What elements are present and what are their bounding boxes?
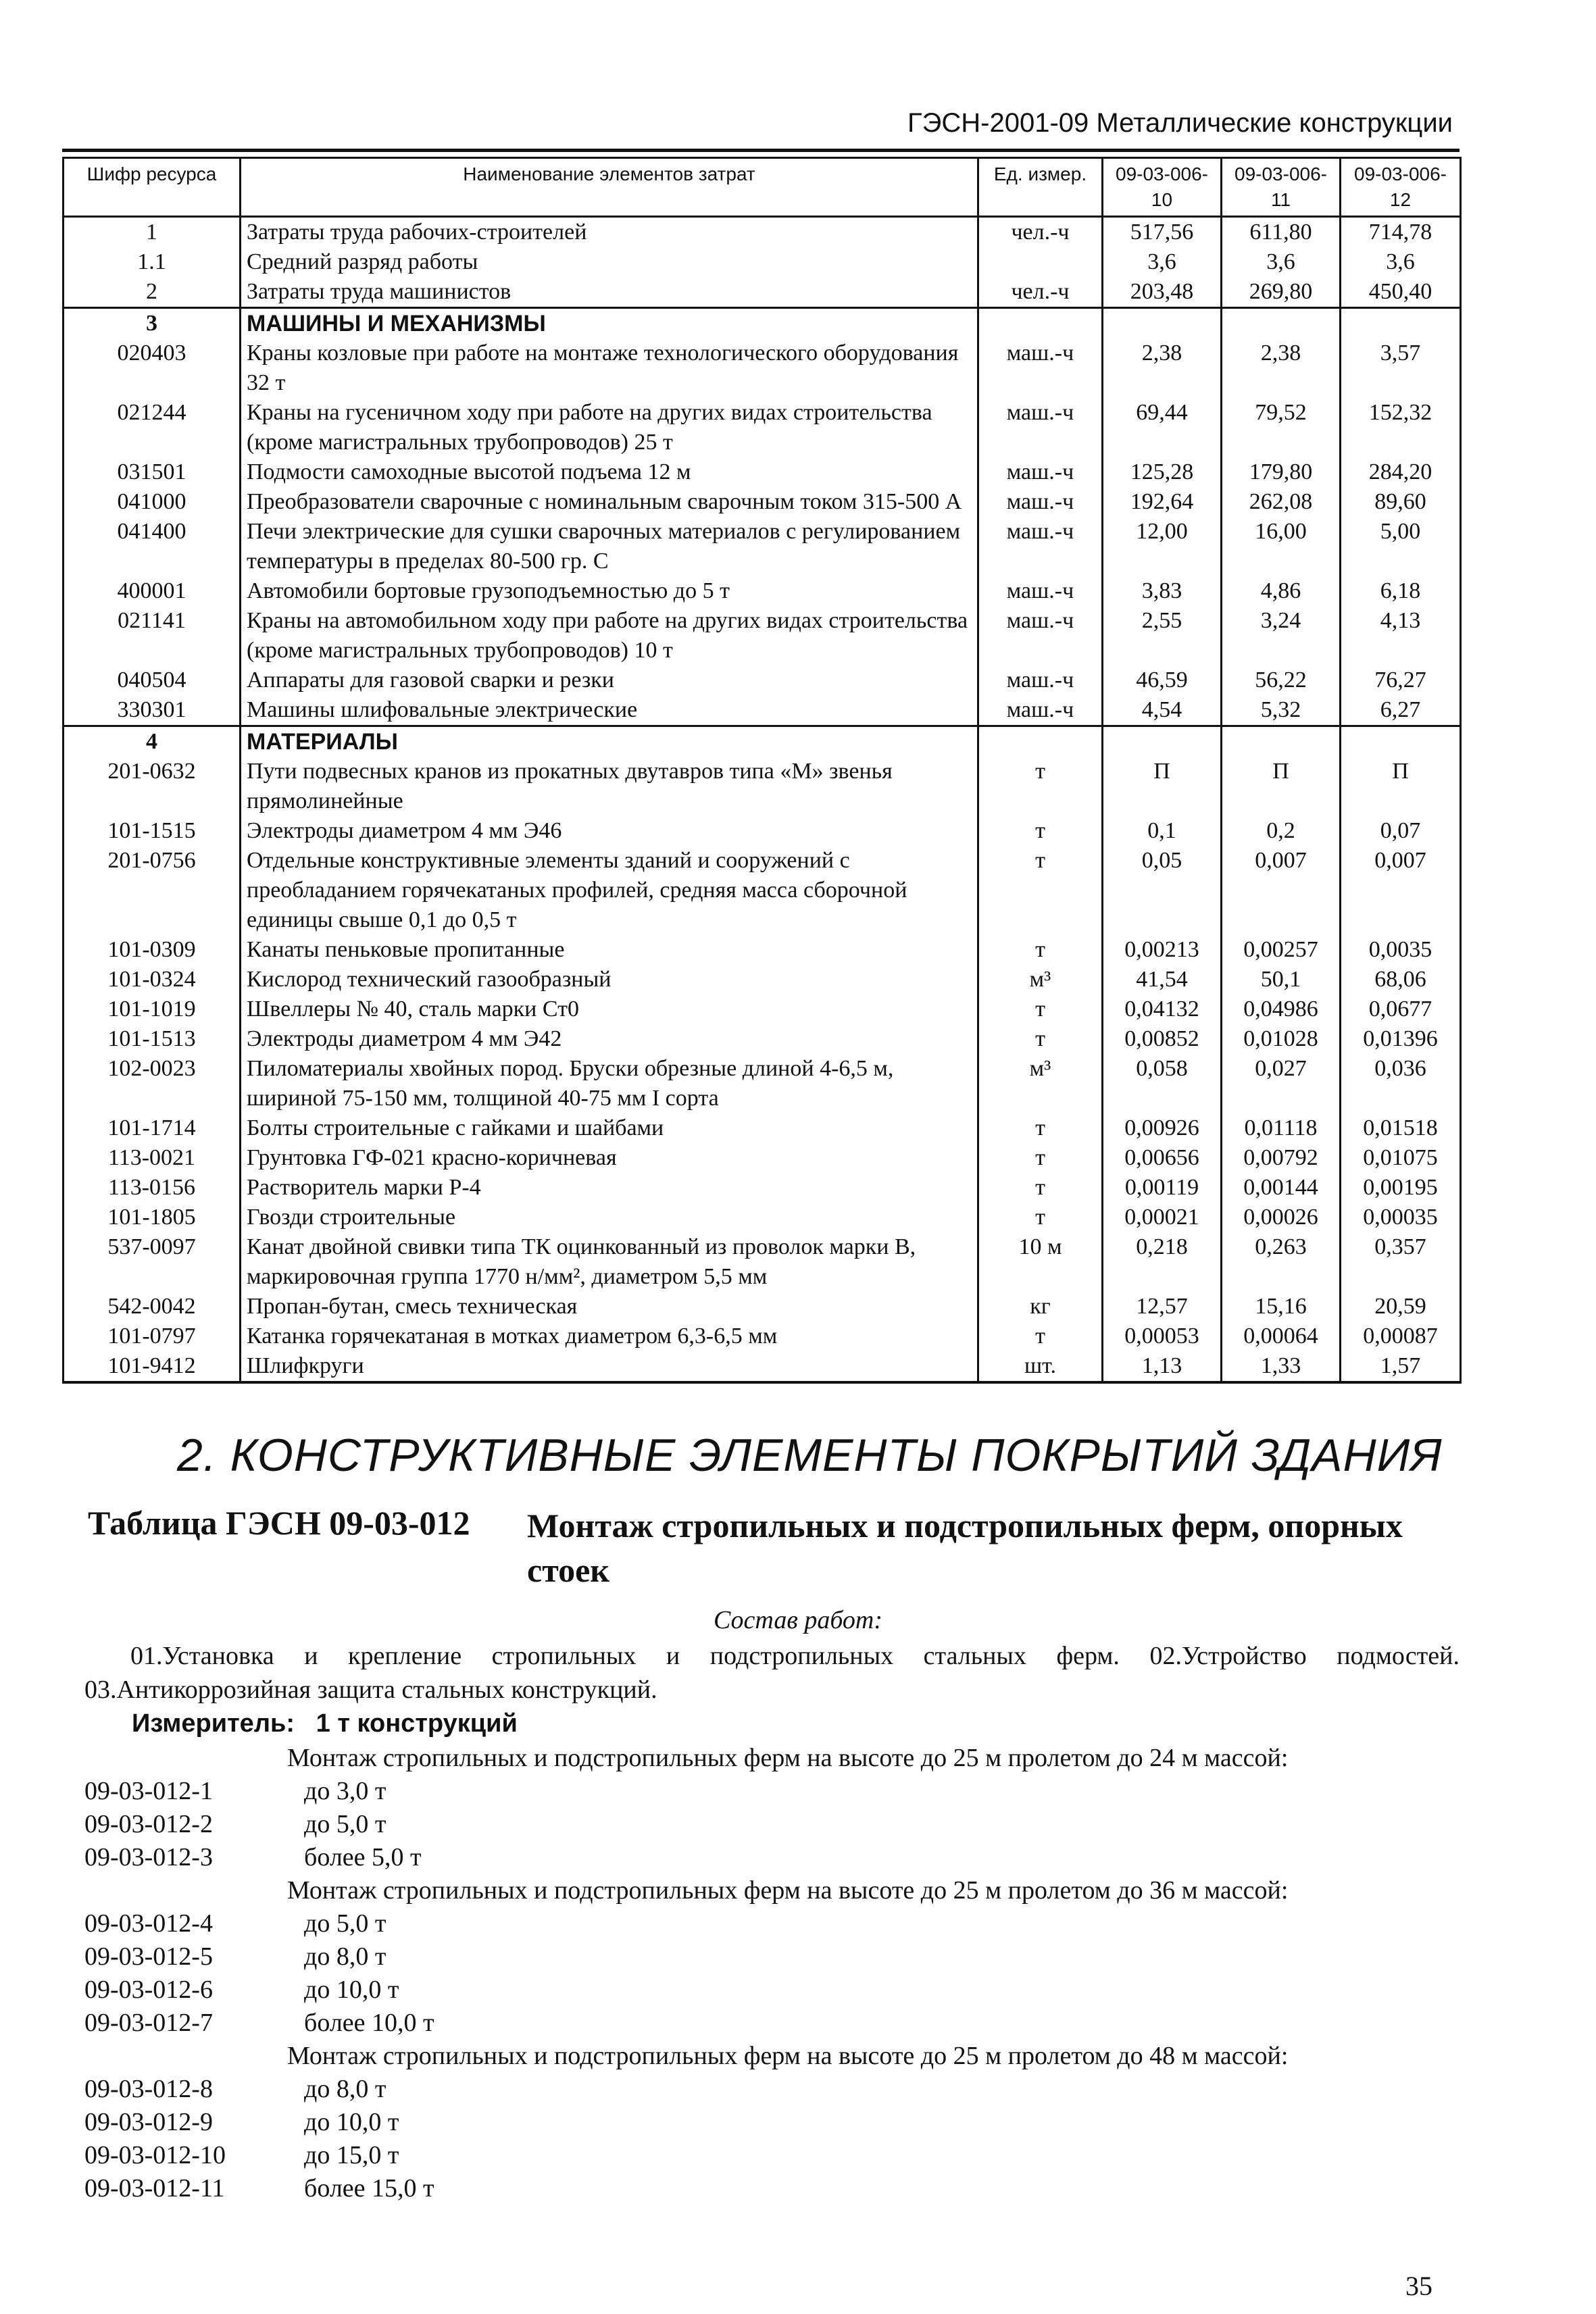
resource-name-cell: Грунтовка ГФ-021 красно-коричневая — [241, 1143, 978, 1173]
table-row — [64, 1054, 1461, 1113]
resource-code-cell: 101-0309 — [64, 935, 241, 965]
unit-cell: кг — [978, 1292, 1103, 1322]
value-cell: 3,6 — [1222, 247, 1341, 277]
resource-code-cell: 041000 — [64, 487, 241, 517]
value-cell: 450,40 — [1341, 277, 1461, 308]
code-description: до 15,0 т — [304, 2141, 399, 2169]
value-cell: 50,1 — [1222, 965, 1341, 995]
unit-cell: маш.-ч — [978, 517, 1103, 576]
unit-cell: т — [978, 846, 1103, 935]
code-id: 09-03-012-7 — [84, 2009, 213, 2037]
unit-cell: м³ — [978, 965, 1103, 995]
resource-code-cell: 3 — [64, 308, 241, 339]
table-row — [64, 1024, 1461, 1054]
value-cell: 0,2 — [1222, 816, 1341, 846]
table-body — [64, 217, 1461, 1383]
resource-name-cell: Аппараты для газовой сварки и резки — [241, 665, 978, 695]
value-cell: 0,007 — [1341, 846, 1461, 935]
code-id: 09-03-012-10 — [84, 2141, 226, 2169]
resource-code-cell: 101-1019 — [64, 995, 241, 1024]
value-cell: 0,01075 — [1341, 1143, 1461, 1173]
col-header-unit: Ед. измер. — [978, 158, 1103, 217]
value-cell: 0,058 — [1103, 1054, 1222, 1113]
unit-cell: т — [978, 757, 1103, 816]
value-cell: 0,00035 — [1341, 1203, 1461, 1232]
col-header-code: Шифр ресурса — [64, 158, 241, 217]
resource-table — [62, 157, 1462, 1384]
value-cell: 69,44 — [1103, 398, 1222, 457]
resource-name-cell: Автомобили бортовые грузоподъемностью до 5 т — [241, 576, 978, 606]
resource-name-cell: МАТЕРИАЛЫ — [241, 726, 978, 757]
table-row — [64, 1113, 1461, 1143]
resource-code-cell: 330301 — [64, 695, 241, 726]
value-cell: 15,16 — [1222, 1292, 1341, 1322]
value-cell: 611,80 — [1222, 217, 1341, 248]
table-row — [64, 247, 1461, 277]
unit-cell: чел.-ч — [978, 217, 1103, 248]
value-cell: 3,24 — [1222, 606, 1341, 665]
table-row — [64, 457, 1461, 487]
value-cell: П — [1103, 757, 1222, 816]
table-row — [64, 517, 1461, 576]
resource-name-cell: Пути подвесных кранов из прокатных двутавров типа «М» звенья прямолинейные — [241, 757, 978, 816]
code-id: 09-03-012-5 — [84, 1942, 213, 1971]
value-cell: 0,00144 — [1222, 1173, 1341, 1203]
value-cell: 41,54 — [1103, 965, 1222, 995]
unit-cell: т — [978, 995, 1103, 1024]
table-row — [64, 665, 1461, 695]
value-cell: 4,13 — [1341, 606, 1461, 665]
value-cell: 0,01028 — [1222, 1024, 1341, 1054]
unit-cell: т — [978, 1173, 1103, 1203]
resource-name-cell: Катанка горячекатаная в мотках диаметром 6,3-6,5 мм — [241, 1322, 978, 1351]
resource-code-cell: 537-0097 — [64, 1232, 241, 1292]
work-composition-text — [84, 1639, 1460, 1707]
resource-name-cell: Краны на гусеничном ходу при работе на других видах строительства (кроме магистральных трубопроводов) 25 т — [241, 398, 978, 457]
value-cell: 1,13 — [1103, 1351, 1222, 1382]
value-cell: 0,00213 — [1103, 935, 1222, 965]
value-cell: 714,78 — [1341, 217, 1461, 248]
code-list-item — [84, 1973, 1463, 2007]
work-composition-line-1: 01.Установка и крепление стропильных и подстропильных стальных ферм. 02.Устройство подмостей. — [130, 1642, 1460, 1670]
value-cell — [1103, 726, 1222, 757]
code-id: 09-03-012-3 — [84, 1843, 213, 1871]
table-row — [64, 757, 1461, 816]
code-description: более 15,0 т — [304, 2174, 434, 2203]
value-cell: 0,00026 — [1222, 1203, 1341, 1232]
value-cell — [1341, 308, 1461, 339]
resource-code-cell: 2 — [64, 277, 241, 308]
value-cell: 46,59 — [1103, 665, 1222, 695]
code-id: 09-03-012-8 — [84, 2075, 213, 2103]
work-composition-line-2: 03.Антикоррозийная защита стальных конструкций. — [84, 1676, 657, 1704]
code-description: до 5,0 т — [304, 1909, 386, 1938]
section-heading: 2. КОНСТРУКТИВНЫЕ ЭЛЕМЕНТЫ ПОКРЫТИЙ ЗДАНИЯ — [177, 1430, 1443, 1481]
value-cell: 0,01518 — [1341, 1113, 1461, 1143]
value-cell: 6,27 — [1341, 695, 1461, 726]
section-row — [64, 308, 1461, 339]
resource-code-cell: 113-0021 — [64, 1143, 241, 1173]
table-row — [64, 487, 1461, 517]
value-cell: 3,57 — [1341, 338, 1461, 398]
table-row — [64, 217, 1461, 248]
code-description: до 8,0 т — [304, 2075, 386, 2103]
resource-code-cell: 041400 — [64, 517, 241, 576]
unit-cell: маш.-ч — [978, 695, 1103, 726]
value-cell: 152,32 — [1341, 398, 1461, 457]
value-cell: 0,04132 — [1103, 995, 1222, 1024]
value-cell: 0,01396 — [1341, 1024, 1461, 1054]
value-cell: 5,00 — [1341, 517, 1461, 576]
work-composition-heading: Состав работ: — [713, 1606, 883, 1634]
table-row — [64, 576, 1461, 606]
unit-cell: маш.-ч — [978, 576, 1103, 606]
table-row — [64, 816, 1461, 846]
resource-name-cell: Печи электрические для сушки сварочных материалов с регулированием температуры в пределах 80-500 гр. С — [241, 517, 978, 576]
col-header-price-1: 09-03-006-10 — [1103, 158, 1222, 217]
value-cell: 5,32 — [1222, 695, 1341, 726]
table-row — [64, 995, 1461, 1024]
table-row — [64, 1173, 1461, 1203]
value-cell: П — [1222, 757, 1341, 816]
col-header-price-3: 09-03-006-12 — [1341, 158, 1461, 217]
resource-code-cell: 101-1513 — [64, 1024, 241, 1054]
resource-code-cell: 201-0632 — [64, 757, 241, 816]
value-cell — [1341, 726, 1461, 757]
resource-name-cell: Электроды диаметром 4 мм Э46 — [241, 816, 978, 846]
value-cell: 79,52 — [1222, 398, 1341, 457]
table-row — [64, 277, 1461, 308]
value-cell: 2,38 — [1103, 338, 1222, 398]
table-title-code: Таблица ГЭСН 09-03-012 — [88, 1504, 470, 1542]
resource-name-cell: Пропан-бутан, смесь техническая — [241, 1292, 978, 1322]
value-cell: 0,00087 — [1341, 1322, 1461, 1351]
resource-code-cell: 1.1 — [64, 247, 241, 277]
resource-name-cell: Гвозди строительные — [241, 1203, 978, 1232]
unit-cell: маш.-ч — [978, 606, 1103, 665]
resource-code-cell: 201-0756 — [64, 846, 241, 935]
unit-cell: т — [978, 1143, 1103, 1173]
table-row — [64, 695, 1461, 726]
value-cell: 0,00119 — [1103, 1173, 1222, 1203]
value-cell: 0,00852 — [1103, 1024, 1222, 1054]
value-cell: 0,0035 — [1341, 935, 1461, 965]
resource-name-cell: Шлифкруги — [241, 1351, 978, 1382]
unit-cell: т — [978, 935, 1103, 965]
resource-code-cell: 101-0797 — [64, 1322, 241, 1351]
resource-name-cell: Затраты труда рабочих-строителей — [241, 217, 978, 248]
resource-name-cell: Болты строительные с гайками и шайбами — [241, 1113, 978, 1143]
value-cell: 0,00053 — [1103, 1322, 1222, 1351]
unit-cell: шт. — [978, 1351, 1103, 1382]
code-group-title: Монтаж стропильных и подстропильных ферм на высоте до 25 м пролетом до 48 м массой: — [287, 2042, 1289, 2070]
value-cell — [1222, 308, 1341, 339]
value-cell: 6,18 — [1341, 576, 1461, 606]
code-list-item — [84, 2007, 1463, 2040]
table-row — [64, 1203, 1461, 1232]
code-group-title: Монтаж стропильных и подстропильных ферм на высоте до 25 м пролетом до 24 м массой: — [287, 1744, 1289, 1772]
code-list-item — [84, 1808, 1463, 1841]
unit-cell: м³ — [978, 1054, 1103, 1113]
code-description: до 5,0 т — [304, 1810, 386, 1838]
value-cell: 0,05 — [1103, 846, 1222, 935]
table-row — [64, 398, 1461, 457]
value-cell: 0,263 — [1222, 1232, 1341, 1292]
table-row — [64, 935, 1461, 965]
table-header-row — [64, 158, 1461, 217]
table-row — [64, 1143, 1461, 1173]
table-row — [64, 338, 1461, 398]
value-cell: 192,64 — [1103, 487, 1222, 517]
unit-cell — [978, 308, 1103, 339]
value-cell: 0,357 — [1341, 1232, 1461, 1292]
value-cell: 3,6 — [1103, 247, 1222, 277]
measurement-unit: Измеритель: 1 т конструкций — [132, 1709, 518, 1738]
code-id: 09-03-012-1 — [84, 1777, 213, 1805]
value-cell: 0,0677 — [1341, 995, 1461, 1024]
code-id: 09-03-012-4 — [84, 1909, 213, 1938]
resource-name-cell: Краны на автомобильном ходу при работе на других видах строительства (кроме магистральных трубопроводов) 10 т — [241, 606, 978, 665]
value-cell: 0,04986 — [1222, 995, 1341, 1024]
value-cell: 0,00656 — [1103, 1143, 1222, 1173]
resource-code-cell: 400001 — [64, 576, 241, 606]
col-header-price-2: 09-03-006-11 — [1222, 158, 1341, 217]
unit-cell: маш.-ч — [978, 338, 1103, 398]
value-cell: 0,01118 — [1222, 1113, 1341, 1143]
resource-code-cell: 1 — [64, 217, 241, 248]
value-cell: 0,218 — [1103, 1232, 1222, 1292]
resource-code-cell: 113-0156 — [64, 1173, 241, 1203]
code-list — [84, 1742, 1463, 2205]
resource-name-cell: Подмости самоходные высотой подъема 12 м — [241, 457, 978, 487]
value-cell — [1222, 726, 1341, 757]
value-cell: 3,83 — [1103, 576, 1222, 606]
unit-cell: 10 м — [978, 1232, 1103, 1292]
value-cell: 12,57 — [1103, 1292, 1222, 1322]
value-cell: 3,6 — [1341, 247, 1461, 277]
resource-name-cell: Машины шлифовальные электрические — [241, 695, 978, 726]
unit-cell — [978, 726, 1103, 757]
resource-code-cell: 4 — [64, 726, 241, 757]
value-cell: 16,00 — [1222, 517, 1341, 576]
resource-name-cell: Электроды диаметром 4 мм Э42 — [241, 1024, 978, 1054]
code-id: 09-03-012-11 — [84, 2174, 225, 2203]
value-cell: 0,007 — [1222, 846, 1341, 935]
resource-code-cell: 101-1805 — [64, 1203, 241, 1232]
unit-cell: т — [978, 1203, 1103, 1232]
value-cell — [1103, 308, 1222, 339]
resource-name-cell: МАШИНЫ И МЕХАНИЗМЫ — [241, 308, 978, 339]
col-header-name: Наименование элементов затрат — [241, 158, 978, 217]
value-cell: 0,00926 — [1103, 1113, 1222, 1143]
value-cell: 2,38 — [1222, 338, 1341, 398]
value-cell: 0,1 — [1103, 816, 1222, 846]
resource-name-cell: Краны козловые при работе на монтаже технологического оборудования 32 т — [241, 338, 978, 398]
value-cell: 125,28 — [1103, 457, 1222, 487]
code-list-item — [84, 1940, 1463, 1973]
code-description: до 8,0 т — [304, 1942, 386, 1971]
page-number: 35 — [1405, 2271, 1432, 2301]
unit-cell: маш.-ч — [978, 665, 1103, 695]
resource-code-cell: 040504 — [64, 665, 241, 695]
value-cell: 0,027 — [1222, 1054, 1341, 1113]
code-list-item — [84, 1907, 1463, 1940]
unit-cell: т — [978, 816, 1103, 846]
code-description: более 10,0 т — [304, 2009, 434, 2037]
value-cell: 0,00195 — [1341, 1173, 1461, 1203]
value-cell: 1,33 — [1222, 1351, 1341, 1382]
code-id: 09-03-012-9 — [84, 2108, 213, 2136]
resource-name-cell: Канат двойной свивки типа ТК оцинкованный из проволок марки В, маркировочная группа 1770 н/мм², диаметром 5,5 мм — [241, 1232, 978, 1292]
table-row — [64, 846, 1461, 935]
header-rule — [62, 149, 1460, 152]
code-description: до 3,0 т — [304, 1777, 386, 1805]
value-cell: 89,60 — [1341, 487, 1461, 517]
table-row — [64, 1292, 1461, 1322]
value-cell: П — [1341, 757, 1461, 816]
unit-cell: маш.-ч — [978, 457, 1103, 487]
value-cell: 56,22 — [1222, 665, 1341, 695]
value-cell: 0,07 — [1341, 816, 1461, 846]
code-list-item — [84, 2139, 1463, 2172]
code-list-item — [84, 2106, 1463, 2139]
value-cell: 1,57 — [1341, 1351, 1461, 1382]
unit-cell: маш.-ч — [978, 398, 1103, 457]
resource-name-cell: Преобразователи сварочные с номинальным сварочным током 315-500 А — [241, 487, 978, 517]
resource-name-cell: Отдельные конструктивные элементы зданий и сооружений с преобладанием горячекатаных профилей, средняя масса сборочной единицы свыше 0,1 до 0,5 т — [241, 846, 978, 935]
value-cell: 2,55 — [1103, 606, 1222, 665]
value-cell: 179,80 — [1222, 457, 1341, 487]
resource-code-cell: 102-0023 — [64, 1054, 241, 1113]
code-description: более 5,0 т — [304, 1843, 422, 1871]
code-description: до 10,0 т — [304, 1976, 399, 2004]
resource-code-cell: 021244 — [64, 398, 241, 457]
unit-cell: т — [978, 1113, 1103, 1143]
resource-name-cell: Кислород технический газообразный — [241, 965, 978, 995]
resource-code-cell: 101-1714 — [64, 1113, 241, 1143]
table-title-name: Монтаж стропильных и подстропильных ферм, опорных стоек — [527, 1507, 1403, 1589]
resource-code-cell: 031501 — [64, 457, 241, 487]
resource-name-cell: Средний разряд работы — [241, 247, 978, 277]
value-cell: 0,00021 — [1103, 1203, 1222, 1232]
code-list-item — [84, 1841, 1463, 1874]
table-row — [64, 1322, 1461, 1351]
code-group-title: Монтаж стропильных и подстропильных ферм на высоте до 25 м пролетом до 36 м массой: — [287, 1876, 1289, 1905]
value-cell: 12,00 — [1103, 517, 1222, 576]
code-id: 09-03-012-2 — [84, 1810, 213, 1838]
unit-cell: т — [978, 1024, 1103, 1054]
resource-name-cell: Пиломатериалы хвойных пород. Бруски обрезные длиной 4-6,5 м, шириной 75-150 мм, толщиной 40-75 мм I сорта — [241, 1054, 978, 1113]
value-cell: 4,54 — [1103, 695, 1222, 726]
code-list-item — [84, 2073, 1463, 2106]
resource-name-cell: Канаты пеньковые пропитанные — [241, 935, 978, 965]
value-cell: 517,56 — [1103, 217, 1222, 248]
code-list-item — [84, 1775, 1463, 1808]
code-id: 09-03-012-6 — [84, 1976, 213, 2004]
value-cell: 203,48 — [1103, 277, 1222, 308]
value-cell: 284,20 — [1341, 457, 1461, 487]
unit-cell: т — [978, 1322, 1103, 1351]
value-cell: 68,06 — [1341, 965, 1461, 995]
value-cell: 4,86 — [1222, 576, 1341, 606]
value-cell: 0,00257 — [1222, 935, 1341, 965]
resource-code-cell: 101-9412 — [64, 1351, 241, 1382]
table-row — [64, 1351, 1461, 1382]
code-description: до 10,0 т — [304, 2108, 399, 2136]
resource-name-cell: Растворитель марки Р-4 — [241, 1173, 978, 1203]
value-cell: 0,00064 — [1222, 1322, 1341, 1351]
resource-code-cell: 101-1515 — [64, 816, 241, 846]
value-cell: 76,27 — [1341, 665, 1461, 695]
resource-code-cell: 020403 — [64, 338, 241, 398]
code-list-item — [84, 2172, 1463, 2205]
value-cell: 269,80 — [1222, 277, 1341, 308]
resource-code-cell: 101-0324 — [64, 965, 241, 995]
section-row — [64, 726, 1461, 757]
resource-name-cell: Швеллеры № 40, сталь марки Ст0 — [241, 995, 978, 1024]
value-cell: 0,036 — [1341, 1054, 1461, 1113]
resource-name-cell: Затраты труда машинистов — [241, 277, 978, 308]
unit-cell — [978, 247, 1103, 277]
value-cell: 0,00792 — [1222, 1143, 1341, 1173]
value-cell: 262,08 — [1222, 487, 1341, 517]
resource-code-cell: 542-0042 — [64, 1292, 241, 1322]
unit-cell: маш.-ч — [978, 487, 1103, 517]
table-row — [64, 1232, 1461, 1292]
running-head: ГЭСН-2001-09 Металлические конструкции — [907, 108, 1453, 138]
value-cell: 20,59 — [1341, 1292, 1461, 1322]
table-row — [64, 606, 1461, 665]
resource-code-cell: 021141 — [64, 606, 241, 665]
table-row — [64, 965, 1461, 995]
unit-cell: чел.-ч — [978, 277, 1103, 308]
